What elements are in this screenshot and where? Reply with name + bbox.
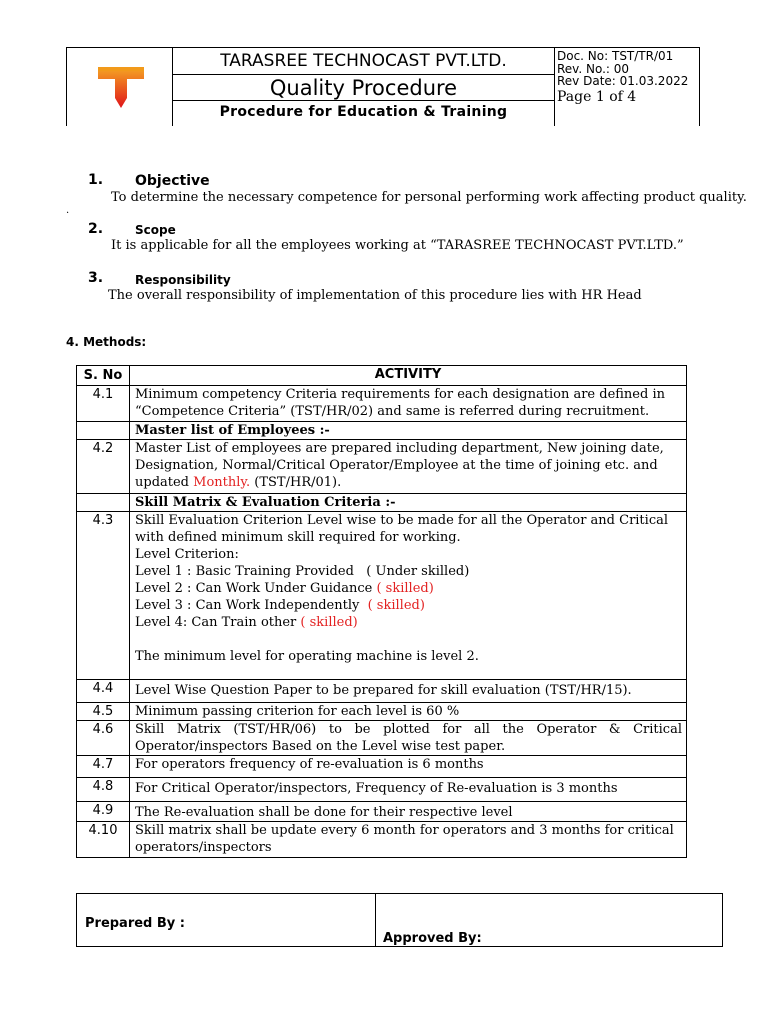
methods-table [76, 365, 687, 858]
highlight-text: ( skilled) [300, 615, 358, 630]
level-1: Level 1 : Basic Training Provided ( Under skilled) [135, 564, 470, 579]
section-2-text: It is applicable for all the employees working at “TARASREE TECHNOCAST PVT.LTD.” [111, 238, 684, 253]
section-1-text: To determine the necessary competence for personal performing work affecting product quality. [111, 190, 747, 205]
min-level-note: The minimum level for operating machine is level 2. [135, 649, 479, 664]
table-row [77, 512, 687, 680]
line [135, 474, 682, 491]
logo-cell [67, 48, 173, 126]
master-list-heading: Master list of Employees :- [130, 422, 687, 440]
section-3-number: 3. [88, 270, 104, 286]
text: (TST/HR/01). [250, 475, 342, 490]
row-activity [130, 512, 687, 680]
doc-info-cell [555, 48, 699, 126]
empty-cell [77, 494, 130, 512]
text: Level 4: Can Train other [135, 615, 301, 630]
rev-no: Rev. No.: 00 [557, 62, 630, 76]
skill-matrix-heading-row [77, 494, 687, 512]
table-row [77, 386, 687, 422]
rev-date: Rev Date: 01.03.2022 [557, 74, 689, 88]
line: Minimum competency Criteria requirements for each designation are defined in [135, 387, 665, 402]
row-number: 4.9 [77, 802, 130, 822]
col-sno-header: S. No [77, 366, 130, 386]
empty-cell [77, 422, 130, 440]
skill-matrix-heading: Skill Matrix & Evaluation Criteria :- [130, 494, 687, 512]
level-3 [135, 597, 682, 614]
table-row [77, 802, 687, 822]
text: Level 2 : Can Work Under Guidance [135, 581, 377, 596]
row-number: 4.2 [77, 440, 130, 494]
table-row [77, 680, 687, 703]
highlight-text: ( skilled) [367, 598, 425, 613]
table-row [77, 703, 687, 721]
row-number: 4.8 [77, 778, 130, 802]
company-name: TARASREE TECHNOCAST PVT.LTD. [173, 48, 554, 75]
row-number: 4.7 [77, 756, 130, 778]
approved-by-label: Approved By: [383, 931, 482, 946]
section-2-title: Scope [135, 223, 176, 237]
page-number: Page 1 of 4 [557, 89, 637, 105]
line: Operator/inspectors Based on the Level wise test paper. [135, 739, 506, 754]
signature-divider [375, 894, 376, 946]
row-activity: Minimum passing criterion for each level is 60 % [130, 703, 687, 721]
stray-mark: . [66, 205, 70, 216]
text: Level 3 : Can Work Independently [135, 598, 368, 613]
table-row [77, 756, 687, 778]
level-2 [135, 580, 682, 597]
section-1-number: 1. [88, 172, 104, 188]
procedure-title: Procedure for Education & Training [219, 104, 508, 120]
master-list-heading-row [77, 422, 687, 440]
highlight-text: ( skilled) [376, 581, 434, 596]
line: Master List of employees are prepared including department, New joining date, [135, 441, 664, 456]
row-activity: The Re-evaluation shall be done for their respective level [130, 802, 687, 822]
section-2-number: 2. [88, 221, 104, 237]
signature-box [76, 893, 723, 947]
row-activity [130, 440, 687, 494]
table-row [77, 721, 687, 756]
row-activity [130, 721, 687, 756]
section-1-title: Objective [135, 173, 210, 189]
level-4 [135, 614, 682, 631]
row-activity: For Critical Operator/inspectors, Frequency of Re-evaluation is 3 months [130, 778, 687, 802]
table-row [77, 822, 687, 858]
row-number: 4.6 [77, 721, 130, 756]
document-header [66, 47, 700, 126]
row-activity: Level Wise Question Paper to be prepared for skill evaluation (TST/HR/15). [130, 680, 687, 703]
table-row [77, 440, 687, 494]
col-activity-header: ACTIVITY [130, 366, 687, 386]
doc-type: Quality Procedure [173, 75, 554, 101]
line: Level Criterion: [135, 547, 239, 562]
section-3-text: The overall responsibility of implementation of this procedure lies with HR Head [108, 288, 642, 303]
line: “Competence Criteria” (TST/HR/02) and same is referred during recruitment. [135, 404, 650, 419]
row-number: 4.5 [77, 703, 130, 721]
highlight-text: Monthly. [193, 475, 251, 490]
table-row [77, 778, 687, 802]
header-title-cell [173, 48, 555, 126]
line: operators/inspectors [135, 840, 272, 855]
row-number: 4.10 [77, 822, 130, 858]
line: Skill Matrix (TST/HR/06) to be plotted for all the Operator & Critical [135, 722, 682, 737]
row-activity: For operators frequency of re-evaluation is 6 months [130, 756, 687, 778]
company-logo [67, 48, 172, 126]
doc-no: Doc. No: TST/TR/01 [557, 49, 674, 63]
line: Skill matrix shall be update every 6 month for operators and 3 months for critical [135, 823, 674, 838]
line: Designation, Normal/Critical Operator/Employee at the time of joining etc. and [135, 458, 658, 473]
row-number: 4.4 [77, 680, 130, 703]
row-number: 4.1 [77, 386, 130, 422]
prepared-by-label: Prepared By : [85, 916, 186, 931]
section-3-title: Responsibility [135, 273, 231, 287]
table-header-row [77, 366, 687, 386]
methods-heading: 4. Methods: [66, 335, 147, 349]
line: Skill Evaluation Criterion Level wise to be made for all the Operator and Critical [135, 513, 669, 528]
text: updated [135, 475, 194, 490]
row-activity [130, 386, 687, 422]
line: with defined minimum skill required for working. [135, 530, 461, 545]
row-number: 4.3 [77, 512, 130, 680]
row-activity [130, 822, 687, 858]
